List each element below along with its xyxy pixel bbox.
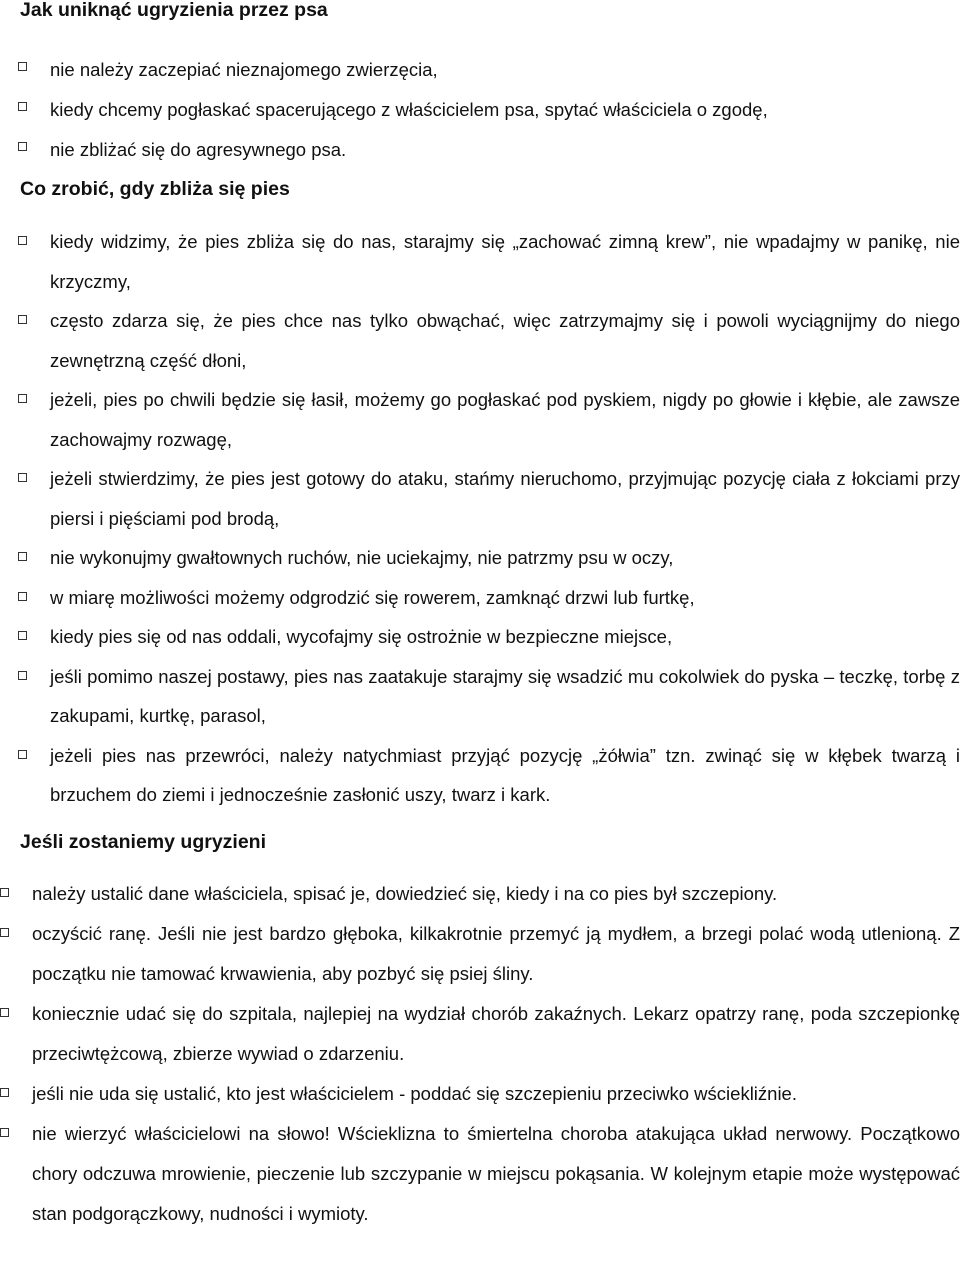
- list-item: nie zbliżać się do agresywnego psa.: [0, 130, 960, 170]
- list-item: koniecznie udać się do szpitala, najlepiej na wydział chorób zakaźnych. Lekarz opatrzy ranę, poda szczepionkę przeciwtężcową, zbierze wywiad o zdarzeniu.: [0, 994, 960, 1074]
- section-heading-dog-approaching: Co zrobić, gdy zbliża się pies: [20, 178, 290, 200]
- square-bullet-icon: [18, 102, 27, 111]
- list-item: kiedy widzimy, że pies zbliża się do nas, starajmy się „zachować zimną krew”, nie wpadajmy w panikę, nie krzyczmy,: [0, 222, 960, 301]
- list-item: nie należy zaczepiać nieznajomego zwierzęcia,: [0, 50, 960, 90]
- list-item: należy ustalić dane właściciela, spisać je, dowiedzieć się, kiedy i na co pies był szczepiony.: [0, 874, 960, 914]
- square-bullet-icon: [0, 1008, 9, 1017]
- square-bullet-icon: [18, 315, 27, 324]
- square-bullet-icon: [0, 888, 9, 897]
- list-item: nie wierzyć właścicielowi na słowo! Wścieklizna to śmiertelna choroba atakująca układ nerwowy. Początkowo chory odczuwa mrowienie, pieczenie lub szczypanie w miejscu pokąsania. W kolejnym etapie może występować stan podgorączkowy, nudności i wymioty.: [0, 1114, 960, 1234]
- square-bullet-icon: [0, 928, 9, 937]
- list-item: kiedy chcemy pogłaskać spacerującego z właścicielem psa, spytać właściciela o zgodę,: [0, 90, 960, 130]
- square-bullet-icon: [18, 631, 27, 640]
- section-heading-avoid-bite: Jak uniknąć ugryzienia przez psa: [20, 0, 328, 21]
- square-bullet-icon: [18, 592, 27, 601]
- square-bullet-icon: [18, 394, 27, 403]
- avoid-bite-list: [0, 50, 960, 170]
- list-item: jeśli pomimo naszej postawy, pies nas zaatakuje starajmy się wsadzić mu cokolwiek do pyska – teczkę, torbę z zakupami, kurtkę, parasol,: [0, 657, 960, 736]
- list-item: jeśli nie uda się ustalić, kto jest właścicielem - poddać się szczepieniu przeciwko wściekliźnie.: [0, 1074, 960, 1114]
- list-item: kiedy pies się od nas oddali, wycofajmy się ostrożnie w bezpieczne miejsce,: [0, 617, 960, 657]
- list-item: jeżeli pies nas przewróci, należy natychmiast przyjąć pozycję „żółwia” tzn. zwinąć się w kłębek twarzą i brzuchem do ziemi i jednocześnie zasłonić uszy, twarz i kark.: [0, 736, 960, 815]
- square-bullet-icon: [18, 552, 27, 561]
- square-bullet-icon: [18, 236, 27, 245]
- list-item: w miarę możliwości możemy odgrodzić się rowerem, zamknąć drzwi lub furtkę,: [0, 578, 960, 618]
- dog-approaching-list: [0, 222, 960, 815]
- list-item: często zdarza się, że pies chce nas tylko obwąchać, więc zatrzymajmy się i powoli wyciągnijmy do niego zewnętrzną część dłoni,: [0, 301, 960, 380]
- list-item: jeżeli, pies po chwili będzie się łasił, możemy go pogłaskać pod pyskiem, nigdy po głowie i kłębie, ale zawsze zachowajmy rozwagę,: [0, 380, 960, 459]
- square-bullet-icon: [18, 473, 27, 482]
- list-item: oczyścić ranę. Jeśli nie jest bardzo głęboka, kilkakrotnie przemyć ją mydłem, a brzegi polać wodą utlenioną. Z początku nie tamować krwawienia, aby pozbyć się psiej śliny.: [0, 914, 960, 994]
- square-bullet-icon: [18, 671, 27, 680]
- list-item: nie wykonujmy gwałtownych ruchów, nie uciekajmy, nie patrzmy psu w oczy,: [0, 538, 960, 578]
- square-bullet-icon: [18, 142, 27, 151]
- square-bullet-icon: [18, 750, 27, 759]
- square-bullet-icon: [0, 1088, 9, 1097]
- square-bullet-icon: [0, 1128, 9, 1137]
- square-bullet-icon: [18, 62, 27, 71]
- if-bitten-list: [0, 874, 960, 1234]
- section-heading-if-bitten: Jeśli zostaniemy ugryzieni: [20, 831, 267, 853]
- list-item: jeżeli stwierdzimy, że pies jest gotowy do ataku, stańmy nieruchomo, przyjmując pozycję ciała z łokciami przy piersi i pięściami pod brodą,: [0, 459, 960, 538]
